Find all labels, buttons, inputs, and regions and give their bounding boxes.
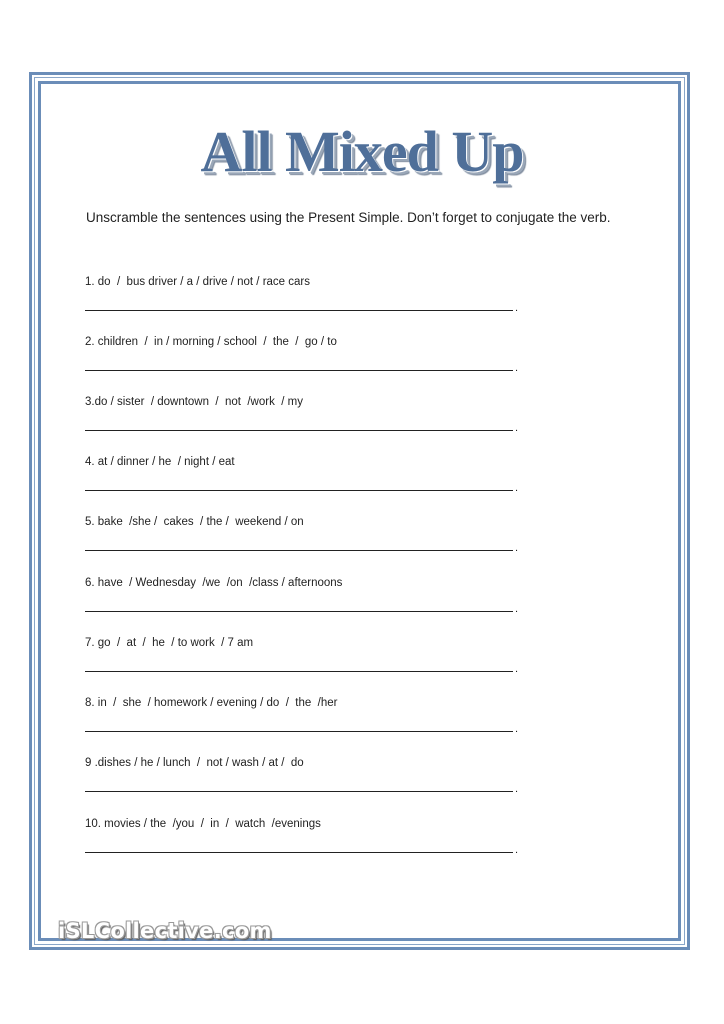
answer-period: . (515, 783, 519, 795)
answer-line[interactable] (85, 791, 513, 792)
exercise-item-2 (85, 336, 525, 396)
answer-line[interactable] (85, 731, 513, 732)
exercise-item-8 (85, 697, 525, 757)
answer-line[interactable] (85, 490, 513, 491)
answer-line[interactable] (85, 310, 513, 311)
answer-line[interactable] (85, 671, 513, 672)
scrambled-sentence: 10. movies / the /you / in / watch /evenings (85, 818, 321, 830)
exercise-item-7 (85, 637, 525, 697)
scrambled-sentence: 7. go / at / he / to work / 7 am (85, 637, 254, 649)
site-watermark: iSLCollective.com (58, 919, 272, 943)
answer-period: . (515, 302, 519, 314)
scrambled-sentence: 6. have / Wednesday /we /on /class / afternoons (85, 577, 343, 589)
exercise-item-10 (85, 818, 525, 878)
scrambled-sentence: 1. do / bus driver / a / drive / not / race cars (85, 276, 310, 288)
scrambled-sentence: 5. bake /she / cakes / the / weekend / on (85, 516, 304, 528)
answer-period: . (515, 542, 519, 554)
answer-period: . (515, 663, 519, 675)
exercise-item-4 (85, 456, 525, 516)
answer-line[interactable] (85, 550, 513, 551)
answer-period: . (515, 603, 519, 615)
answer-period: . (515, 844, 519, 856)
instructions-text: Unscramble the sentences using the Present Simple. Don’t forget to conjugate the verb. (86, 210, 611, 225)
scrambled-sentence: 3.do / sister / downtown / not /work / my (85, 396, 303, 408)
answer-period: . (515, 422, 519, 434)
exercise-item-6 (85, 577, 525, 637)
exercise-item-1 (85, 276, 525, 336)
answer-line[interactable] (85, 611, 513, 612)
exercise-item-3 (85, 396, 525, 456)
exercise-item-5 (85, 516, 525, 576)
answer-period: . (515, 362, 519, 374)
answer-line[interactable] (85, 852, 513, 853)
exercise-item-9 (85, 757, 525, 817)
answer-period: . (515, 723, 519, 735)
scrambled-sentence: 2. children / in / morning / school / the / go / to (85, 336, 337, 348)
answer-period: . (515, 482, 519, 494)
scrambled-sentence: 8. in / she / homework / evening / do / the /her (85, 697, 338, 709)
worksheet-title: All Mixed Up (200, 119, 524, 184)
scrambled-sentence: 4. at / dinner / he / night / eat (85, 456, 235, 468)
answer-line[interactable] (85, 430, 513, 431)
scrambled-sentence: 9 .dishes / he / lunch / not / wash / at / do (85, 757, 304, 769)
answer-line[interactable] (85, 370, 513, 371)
